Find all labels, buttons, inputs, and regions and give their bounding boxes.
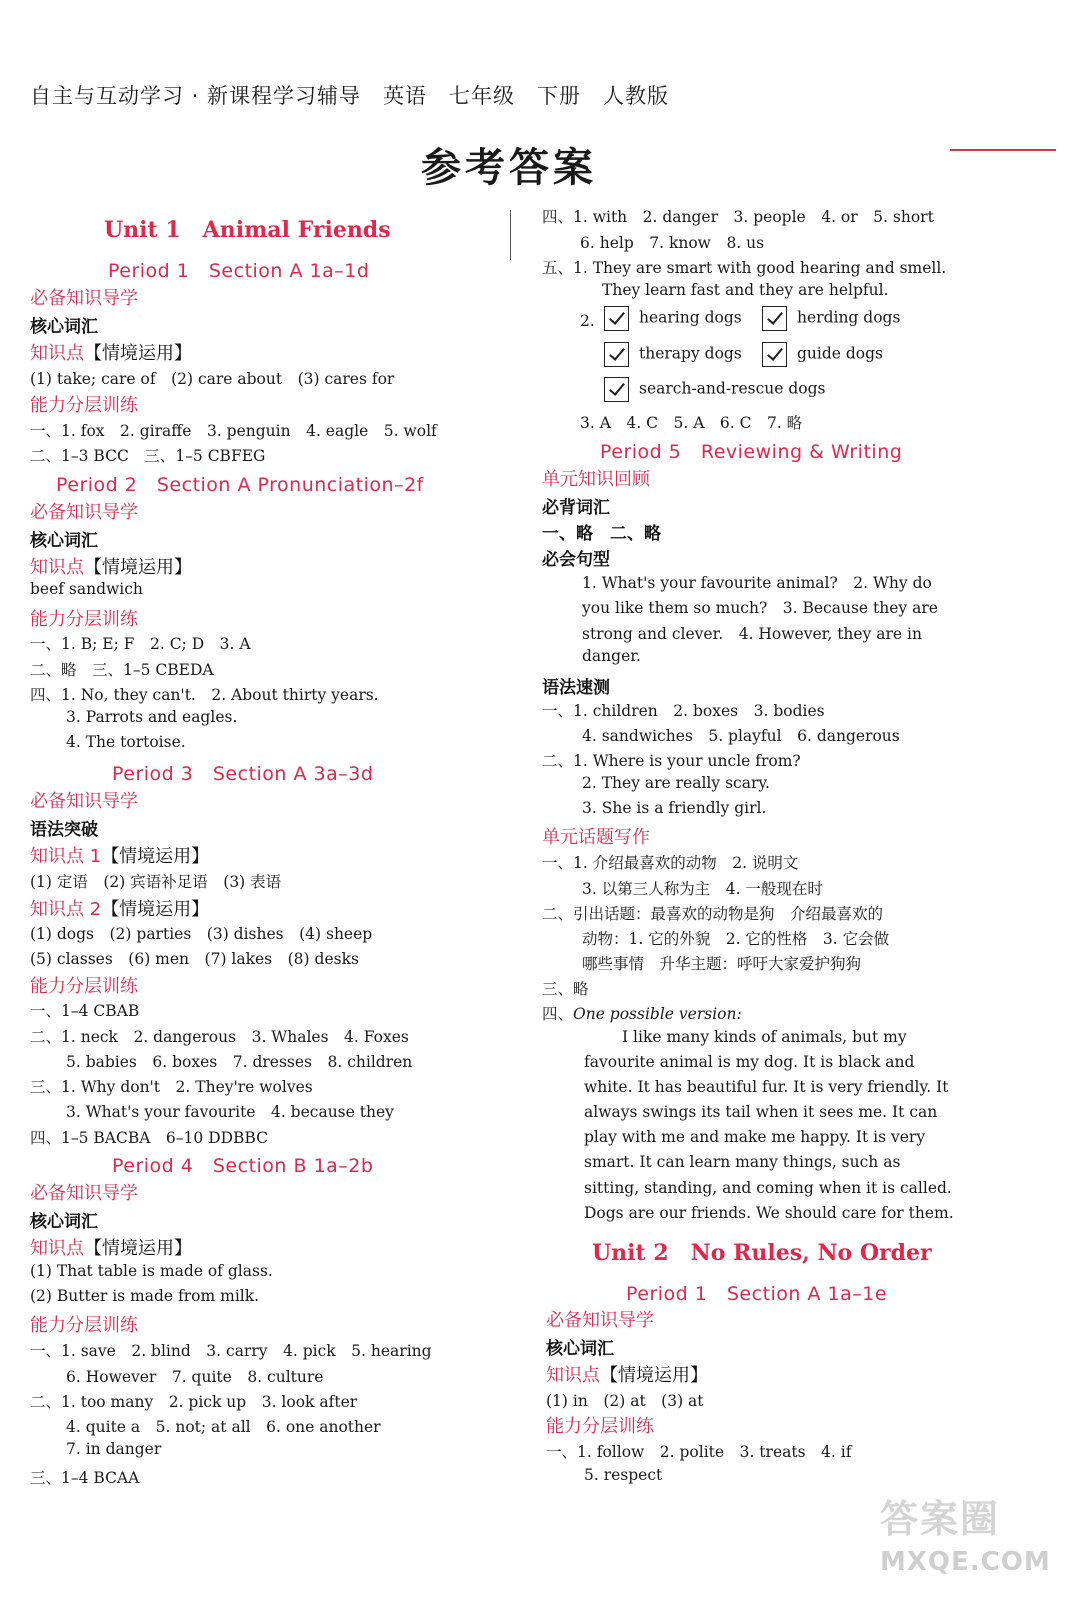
- section-label: 必备知识导学: [30, 791, 138, 812]
- section-label: 必备知识导学: [546, 1310, 654, 1331]
- checkbox-item: search-and-rescue dogs: [604, 377, 826, 402]
- watermark: [880, 1488, 1051, 1577]
- page-title: 参考答案: [421, 145, 597, 191]
- answer-line: 7. in danger: [66, 1440, 162, 1458]
- answer-line: beef sandwich: [30, 580, 143, 598]
- answer-line: 4. sandwiches 5. playful 6. dangerous: [582, 727, 900, 745]
- subsection-heading: 语法速测: [542, 678, 610, 698]
- section-label: 知识点 2【情境运用】: [30, 899, 210, 920]
- subsection-heading: 语法突破: [30, 820, 98, 840]
- subsection-heading: 一、略 二、略: [542, 524, 661, 544]
- column-divider: [510, 210, 511, 260]
- answer-line: 2. They are really scary.: [582, 774, 770, 792]
- answer-line: 一、1. save 2. blind 3. carry 4. pick 5. hearing: [30, 1342, 432, 1360]
- answer-line: favourite animal is my dog. It is black and: [584, 1053, 915, 1071]
- answer-line: 5. babies 6. boxes 7. dresses 8. children: [66, 1053, 413, 1071]
- subsection-heading: 核心词汇: [546, 1339, 614, 1359]
- subsection-heading: 核心词汇: [30, 1212, 98, 1232]
- answer-line: 4. The tortoise.: [66, 733, 186, 751]
- context-tag: 【情境运用】: [84, 1238, 192, 1259]
- answer-line: 一、1. children 2. boxes 3. bodies: [542, 702, 825, 720]
- subsection-heading: 核心词汇: [30, 317, 98, 337]
- sample-label: One possible version:: [573, 1005, 742, 1023]
- section-label: 必备知识导学: [30, 288, 138, 309]
- answer-line: white. It has beautiful fur. It is very friendly. It: [584, 1078, 949, 1096]
- period-heading: Period 5 Reviewing & Writing: [600, 441, 903, 463]
- answer-line: They learn fast and they are helpful.: [602, 281, 889, 299]
- context-tag: 【情境运用】: [84, 557, 192, 578]
- answer-line: 哪些事情 升华主题：呼吁大家爱护狗狗: [582, 955, 862, 973]
- subsection-heading: 核心词汇: [30, 531, 98, 551]
- period-heading: Period 1 Section A 1a–1e: [626, 1283, 888, 1305]
- answer-line: play with me and make me happy. It is very: [584, 1128, 926, 1146]
- section-label: 能力分层训练: [546, 1416, 654, 1437]
- period-heading: Period 3 Section A 3a–3d: [112, 763, 374, 785]
- answer-line: 二、略 三、1–5 CBEDA: [30, 661, 214, 679]
- checkbox-question-number: 2.: [580, 312, 595, 330]
- answer-line: 一、1. 介绍最喜欢的动物 2. 说明文: [542, 854, 799, 872]
- answer-line: smart. It can learn many things, such as: [584, 1153, 901, 1171]
- answer-line: Dogs are our friends. We should care for them.: [584, 1204, 954, 1222]
- answer-line: 5. respect: [584, 1466, 663, 1484]
- answer-line: 一、1–4 CBAB: [30, 1002, 140, 1020]
- answer-line: 1. What's your favourite animal? 2. Why do: [582, 574, 932, 592]
- answer-line: 动物：1. 它的外貌 2. 它的性格 3. 它会做: [582, 930, 890, 948]
- answer-line: I like many kinds of animals, but my: [622, 1028, 907, 1046]
- answer-line: 三、1. Why don't 2. They're wolves: [30, 1078, 313, 1096]
- answer-line: 二、引出话题：最喜欢的动物是狗 介绍最喜欢的: [542, 905, 884, 923]
- answer-line: 四、1–5 BACBA 6–10 DDBBC: [30, 1129, 268, 1147]
- answer-line: 4. quite a 5. not; at all 6. one another: [66, 1418, 381, 1436]
- answer-line: 3. 以第三人称为主 4. 一般现在时: [582, 880, 823, 898]
- answer-line: 二、1. neck 2. dangerous 3. Whales 4. Foxes: [30, 1028, 409, 1046]
- answer-line: (5) classes (6) men (7) lakes (8) desks: [30, 950, 359, 968]
- section-label: 单元话题写作: [542, 827, 650, 848]
- period-heading: Period 2 Section A Pronunciation–2f: [56, 474, 424, 496]
- answer-line: (1) take; care of (2) care about (3) cares for: [30, 370, 395, 388]
- answer-line: 一、1. B; E; F 2. C; D 3. A: [30, 635, 251, 653]
- section-label: 必备知识导学: [30, 1183, 138, 1204]
- section-label: 知识点【情境运用】: [30, 557, 192, 578]
- checkmark-icon: [604, 377, 629, 402]
- context-tag: 【情境运用】: [600, 1365, 708, 1386]
- section-label: 单元知识回顾: [542, 469, 650, 490]
- answer-line: 3. Parrots and eagles.: [66, 708, 238, 726]
- answer-line: 3. She is a friendly girl.: [582, 799, 767, 817]
- unit-heading: Unit 1 Animal Friends: [104, 217, 391, 243]
- checkbox-item: herding dogs: [762, 306, 900, 331]
- section-label: 能力分层训练: [30, 1315, 138, 1336]
- period-heading: Period 4 Section B 1a–2b: [112, 1155, 374, 1177]
- answer-line: 三、1–4 BCAA: [30, 1469, 140, 1487]
- answer-line: 一、1. follow 2. polite 3. treats 4. if: [546, 1443, 852, 1461]
- answer-line: 二、1. too many 2. pick up 3. look after: [30, 1393, 358, 1411]
- context-tag: 【情境运用】: [84, 343, 192, 364]
- answer-line: 四、1. No, they can't. 2. About thirty years.: [30, 686, 379, 704]
- section-label: 知识点【情境运用】: [30, 1238, 192, 1259]
- answer-line: (1) That table is made of glass.: [30, 1262, 273, 1280]
- section-label: 必备知识导学: [30, 502, 138, 523]
- answer-line: 6. However 7. quite 8. culture: [66, 1368, 324, 1386]
- checkbox-item: hearing dogs: [604, 306, 742, 331]
- watermark-url: MXQE.COM: [880, 1547, 1051, 1577]
- checkmark-icon: [762, 342, 787, 367]
- page-header: 自主与互动学习 · 新课程学习辅导 英语 七年级 下册 人教版: [30, 84, 670, 108]
- answer-line: danger.: [582, 647, 641, 665]
- context-tag: 【情境运用】: [101, 899, 210, 920]
- checkbox-item: therapy dogs: [604, 342, 742, 367]
- section-label: 知识点【情境运用】: [546, 1365, 708, 1386]
- unit-heading: Unit 2 No Rules, No Order: [592, 1240, 932, 1266]
- section-label: 知识点 1【情境运用】: [30, 846, 210, 867]
- section-label: 知识点【情境运用】: [30, 343, 192, 364]
- answer-line: 二、1. Where is your uncle from?: [542, 752, 801, 770]
- period-heading: Period 1 Section A 1a–1d: [108, 260, 370, 282]
- answer-line: 三、略: [542, 980, 589, 998]
- context-tag: 【情境运用】: [101, 846, 210, 867]
- answer-line: 四、One possible version:: [542, 1005, 742, 1023]
- answer-line: (1) 定语 (2) 宾语补足语 (3) 表语: [30, 873, 282, 891]
- answer-line: 3. A 4. C 5. A 6. C 7. 略: [580, 414, 803, 432]
- answer-line: (1) dogs (2) parties (3) dishes (4) sheep: [30, 925, 373, 943]
- checkmark-icon: [604, 342, 629, 367]
- subsection-heading: 必背词汇: [542, 498, 610, 518]
- answer-line: 3. What's your favourite 4. because they: [66, 1103, 394, 1121]
- section-label: 能力分层训练: [30, 976, 138, 997]
- decorative-rule: [950, 149, 1056, 151]
- checkbox-item: guide dogs: [762, 342, 883, 367]
- checkmark-icon: [604, 306, 629, 331]
- section-label: 能力分层训练: [30, 609, 138, 630]
- watermark-logo: 答案圈: [880, 1497, 1001, 1541]
- answer-line: (2) Butter is made from milk.: [30, 1287, 260, 1305]
- answer-line: 6. help 7. know 8. us: [580, 234, 765, 252]
- answer-line: 四、1. with 2. danger 3. people 4. or 5. short: [542, 208, 934, 226]
- answer-line: 五、1. They are smart with good hearing and smell.: [542, 259, 947, 277]
- answer-line: 一、1. fox 2. giraffe 3. penguin 4. eagle 5. wolf: [30, 422, 437, 440]
- answer-line: strong and clever. 4. However, they are in: [582, 625, 922, 643]
- answer-line: 二、1–3 BCC 三、1–5 CBFEG: [30, 447, 266, 465]
- answer-line: sitting, standing, and coming when it is called.: [584, 1179, 952, 1197]
- subsection-heading: 必会句型: [542, 550, 610, 570]
- section-label: 能力分层训练: [30, 395, 138, 416]
- answer-line: always swings its tail when it sees me. It can: [584, 1103, 938, 1121]
- answer-line: (1) in (2) at (3) at: [546, 1392, 704, 1410]
- answer-line: you like them so much? 3. Because they are: [582, 599, 938, 617]
- checkmark-icon: [762, 306, 787, 331]
